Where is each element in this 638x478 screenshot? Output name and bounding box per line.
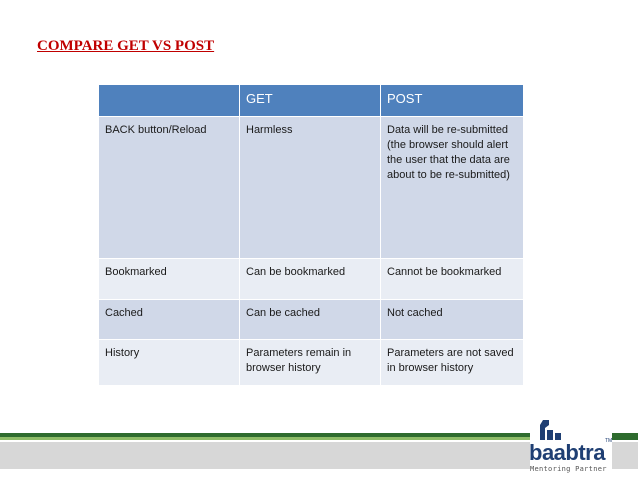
header-get: GET — [240, 85, 381, 117]
get-cell: Can be cached — [240, 300, 381, 340]
post-cell: Cannot be bookmarked — [381, 259, 524, 300]
footer-band-grey — [0, 442, 530, 469]
table-row-history — [99, 340, 524, 386]
logo-trademark: TM — [605, 438, 613, 444]
table-row-cached — [99, 300, 524, 340]
post-cell: Parameters are not saved in browser history — [381, 340, 524, 386]
footer-band-light — [0, 437, 530, 440]
comparison-table — [98, 84, 524, 386]
header-empty — [99, 85, 240, 117]
logo-mark-icon — [537, 418, 567, 442]
row-label: Cached — [99, 300, 240, 340]
get-cell: Can be bookmarked — [240, 259, 381, 300]
post-cell: Data will be re-submitted (the browser should alert the user that the data are about to be re-submitted) — [381, 117, 524, 259]
table-row-back-button — [99, 117, 524, 259]
footer-band-grey-right — [612, 442, 638, 469]
baabtra-logo — [529, 418, 613, 478]
row-label: Bookmarked — [99, 259, 240, 300]
get-cell: Harmless — [240, 117, 381, 259]
slide-title: COMPARE GET VS POST — [37, 38, 215, 54]
header-post: POST — [381, 85, 524, 117]
footer-band-right — [612, 433, 638, 440]
row-label: History — [99, 340, 240, 386]
logo-wordmark: baabtra — [529, 440, 605, 465]
logo-tagline: Mentoring Partner — [530, 465, 607, 473]
table-row-bookmarked — [99, 259, 524, 300]
row-label: BACK button/Reload — [99, 117, 240, 259]
get-cell: Parameters remain in browser history — [240, 340, 381, 386]
table-header-row — [99, 85, 524, 117]
post-cell: Not cached — [381, 300, 524, 340]
